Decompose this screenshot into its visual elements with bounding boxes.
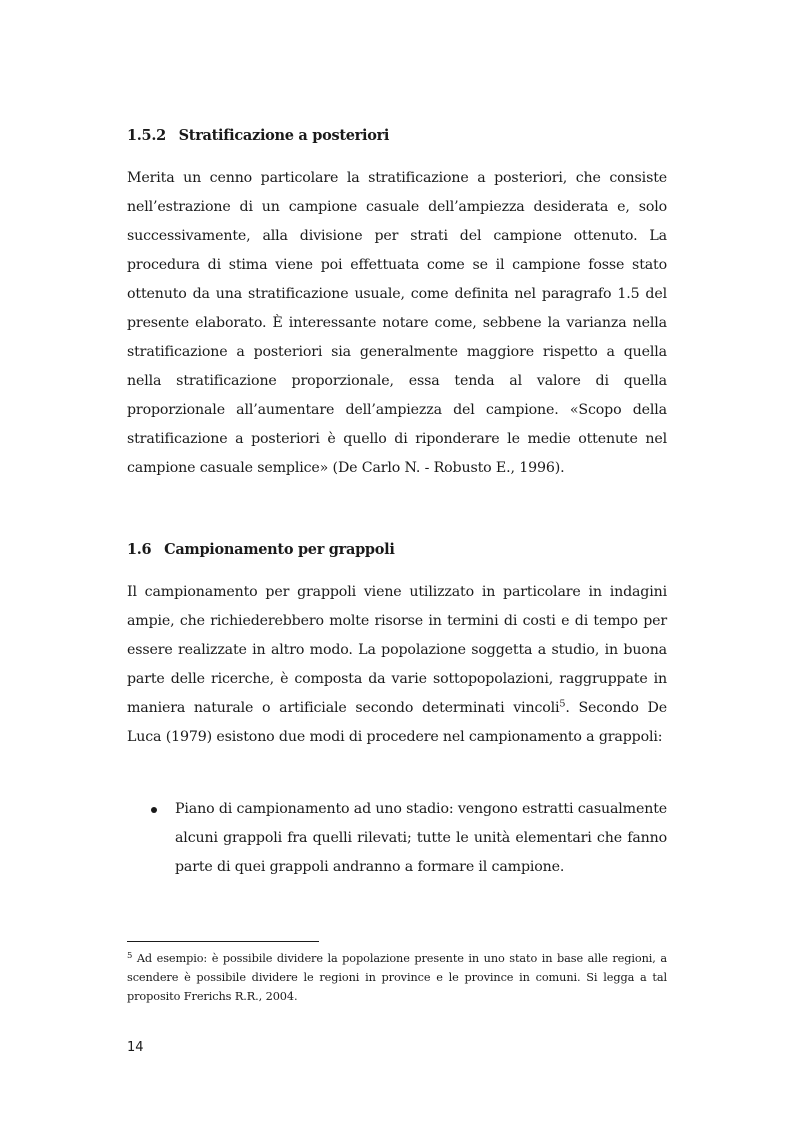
footnote-marker: 5 — [127, 950, 133, 961]
footnote-text: Ad esempio: è possibile dividere la popolazione presente in uno stato in base alle regioni, a scendere è possibile dividere le regioni in province e le province in comuni. Si legga a tal proposito Frerichs R.R., 2004. — [127, 952, 667, 1003]
body-paragraph: Merita un cenno particolare la stratificazione a posteriori, che consiste nell’estrazione di un campione casuale dell’ampiezza desiderata e, solo successivamente, alla divisione per strati del campione ottenuto. La procedura di stima viene poi effettuata come se il campione fosse stato ottenuto da una stratificazione usuale, come definita nel paragrafo 1.5 del presente elaborato. È interessante notare come, sebbene la varianza nella stratificazione a posteriori sia generalmente maggiore rispetto a quella nella stratificazione proporzionale, essa tenda al valore di quella proporzionale all’aumentare dell’ampiezza del campione. «Scopo della stratificazione a posteriori è quello di riponderare le medie ottenute nel campione casuale semplice» (De Carlo N. - Robusto E., 1996). — [127, 170, 667, 476]
footnote — [127, 949, 667, 1006]
section-title: Campionamento per grappoli — [164, 541, 395, 558]
section-heading-1-5-2 — [127, 127, 389, 144]
footnote-separator — [127, 941, 319, 942]
body-paragraph — [127, 578, 667, 752]
list-item-text: Piano di campionamento ad uno stadio: vengono estratti casualmente alcuni grappoli fra quelli rilevati; tutte le unità elementari che fanno parte di quei grappoli andranno a formare il campione. — [175, 801, 667, 875]
section-title: Stratificazione a posteriori — [178, 127, 390, 144]
footnote-reference[interactable]: 5 — [559, 698, 566, 710]
list-item — [127, 795, 667, 882]
bullet-icon — [151, 807, 157, 813]
section-number: 1.6 — [127, 541, 152, 558]
paragraph-text: . Secondo De Luca (1979) esistono due modi di procedere nel campionamento a grappoli: — [127, 700, 667, 745]
section-number: 1.5.2 — [127, 127, 166, 144]
page-number: 14 — [127, 1040, 144, 1055]
bullet-list — [127, 795, 667, 882]
paragraph-text: Il campionamento per grappoli viene utilizzato in particolare in indagini ampie, che richiederebbero molte risorse in termini di costi e di tempo per essere realizzate in altro modo. La popolazione soggetta a studio, in buona parte delle ricerche, è composta da varie sottopopolazioni, raggruppate in maniera naturale o artificiale secondo determinati vincoli — [127, 584, 667, 716]
section-heading-1-6 — [127, 541, 395, 558]
